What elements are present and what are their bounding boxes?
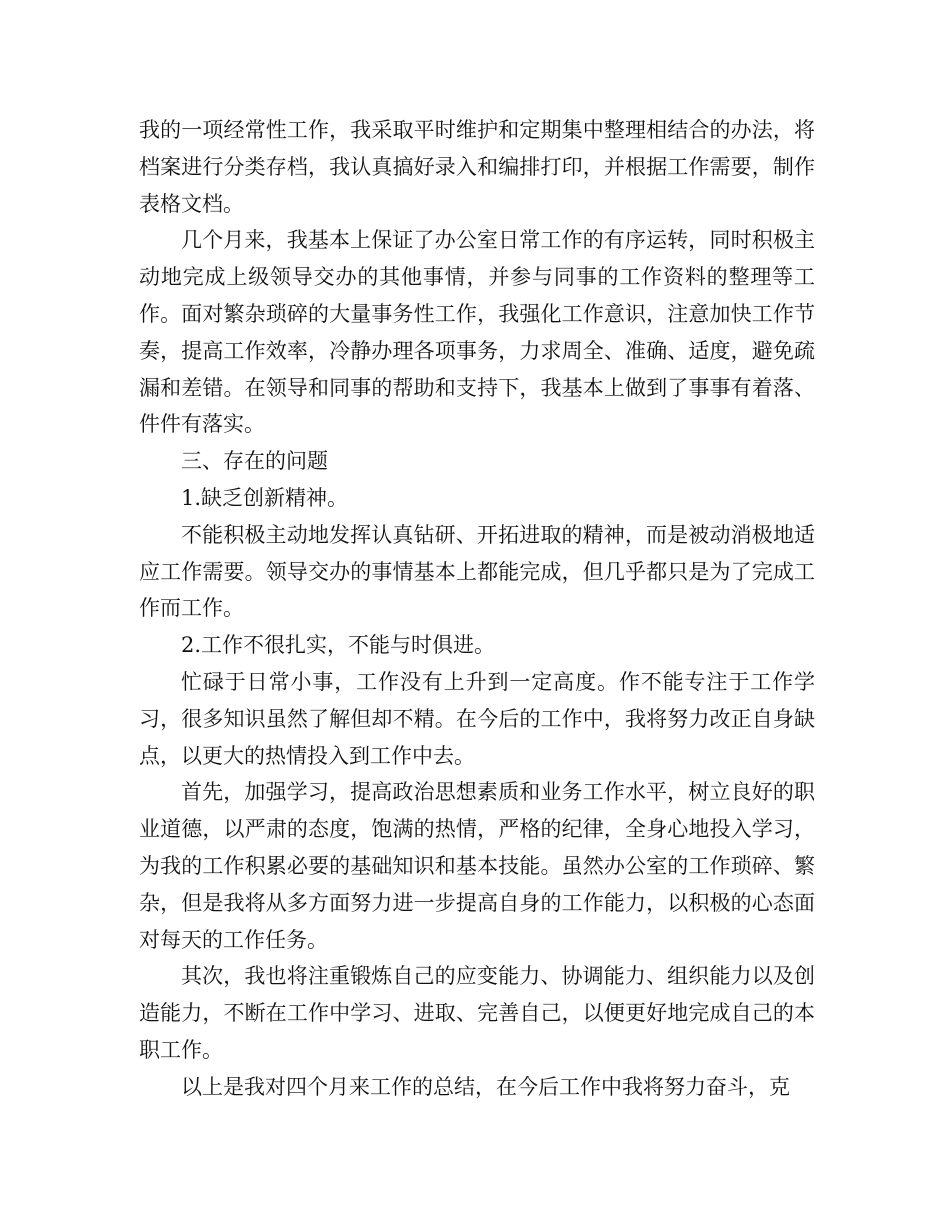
section-heading-problems: 三、存在的问题 xyxy=(181,449,328,474)
paragraph-office-operations: 几个月来，我基本上保证了办公室日常工作的有序运转，同时积极主动地完成上级领导交办的其他事情，并参与同事的工作资料的整理等工作。面对繁杂琐碎的大量事务性工作，我强化工作意识，注意加快工作节奏，提高工作效率，冷静办理各项事务，力求周全、准确、适度，避免疏漏和差错。在领导和同事的帮助和支持下，我基本上做到了事事有着落、件件有落实。 xyxy=(139,228,815,437)
paragraph-conclusion: 以上是我对四个月来工作的总结，在今后工作中我将努力奋斗，克 xyxy=(181,1074,790,1099)
paragraph-second-improvement: 其次，我也将注重锻炼自己的应变能力、协调能力、组织能力以及创造能力，不断在工作中学习、进取、完善自己，以便更好地完成自己的本职工作。 xyxy=(139,964,815,1062)
paragraph-archive-work: 我的一项经常性工作，我采取平时维护和定期集中整理相结合的办法，将档案进行分类存档，我认真搞好录入和编排打印，并根据工作需要，制作表格文档。 xyxy=(139,118,815,216)
problem-heading-2: 2.工作不很扎实，不能与时俱进。 xyxy=(181,633,496,658)
paragraph-problem-2: 忙碌于日常小事，工作没有上升到一定高度。作不能专注于工作学习，很多知识虽然了解但却不精。在今后的工作中，我将努力改正自身缺点，以更大的热情投入到工作中去。 xyxy=(139,669,815,768)
paragraph-problem-1: 不能积极主动地发挥认真钻研、开拓进取的精神，而是被动消极地适应工作需要。领导交办的事情基本上都能完成，但几乎都只是为了完成工作而工作。 xyxy=(139,522,815,621)
paragraph-first-improvement: 首先，加强学习，提高政治思想素质和业务工作水平，树立良好的职业道德，以严肃的态度，饱满的热情，严格的纪律，全身心地投入学习，为我的工作积累必要的基础知识和基本技能。虽然办公室的工作琐碎、繁杂，但是我将从多方面努力进一步提高自身的工作能力，以积极的心态面对每天的工作任务。 xyxy=(139,780,815,952)
document-body xyxy=(139,112,815,1106)
problem-heading-1: 1.缺乏创新精神。 xyxy=(181,485,349,510)
